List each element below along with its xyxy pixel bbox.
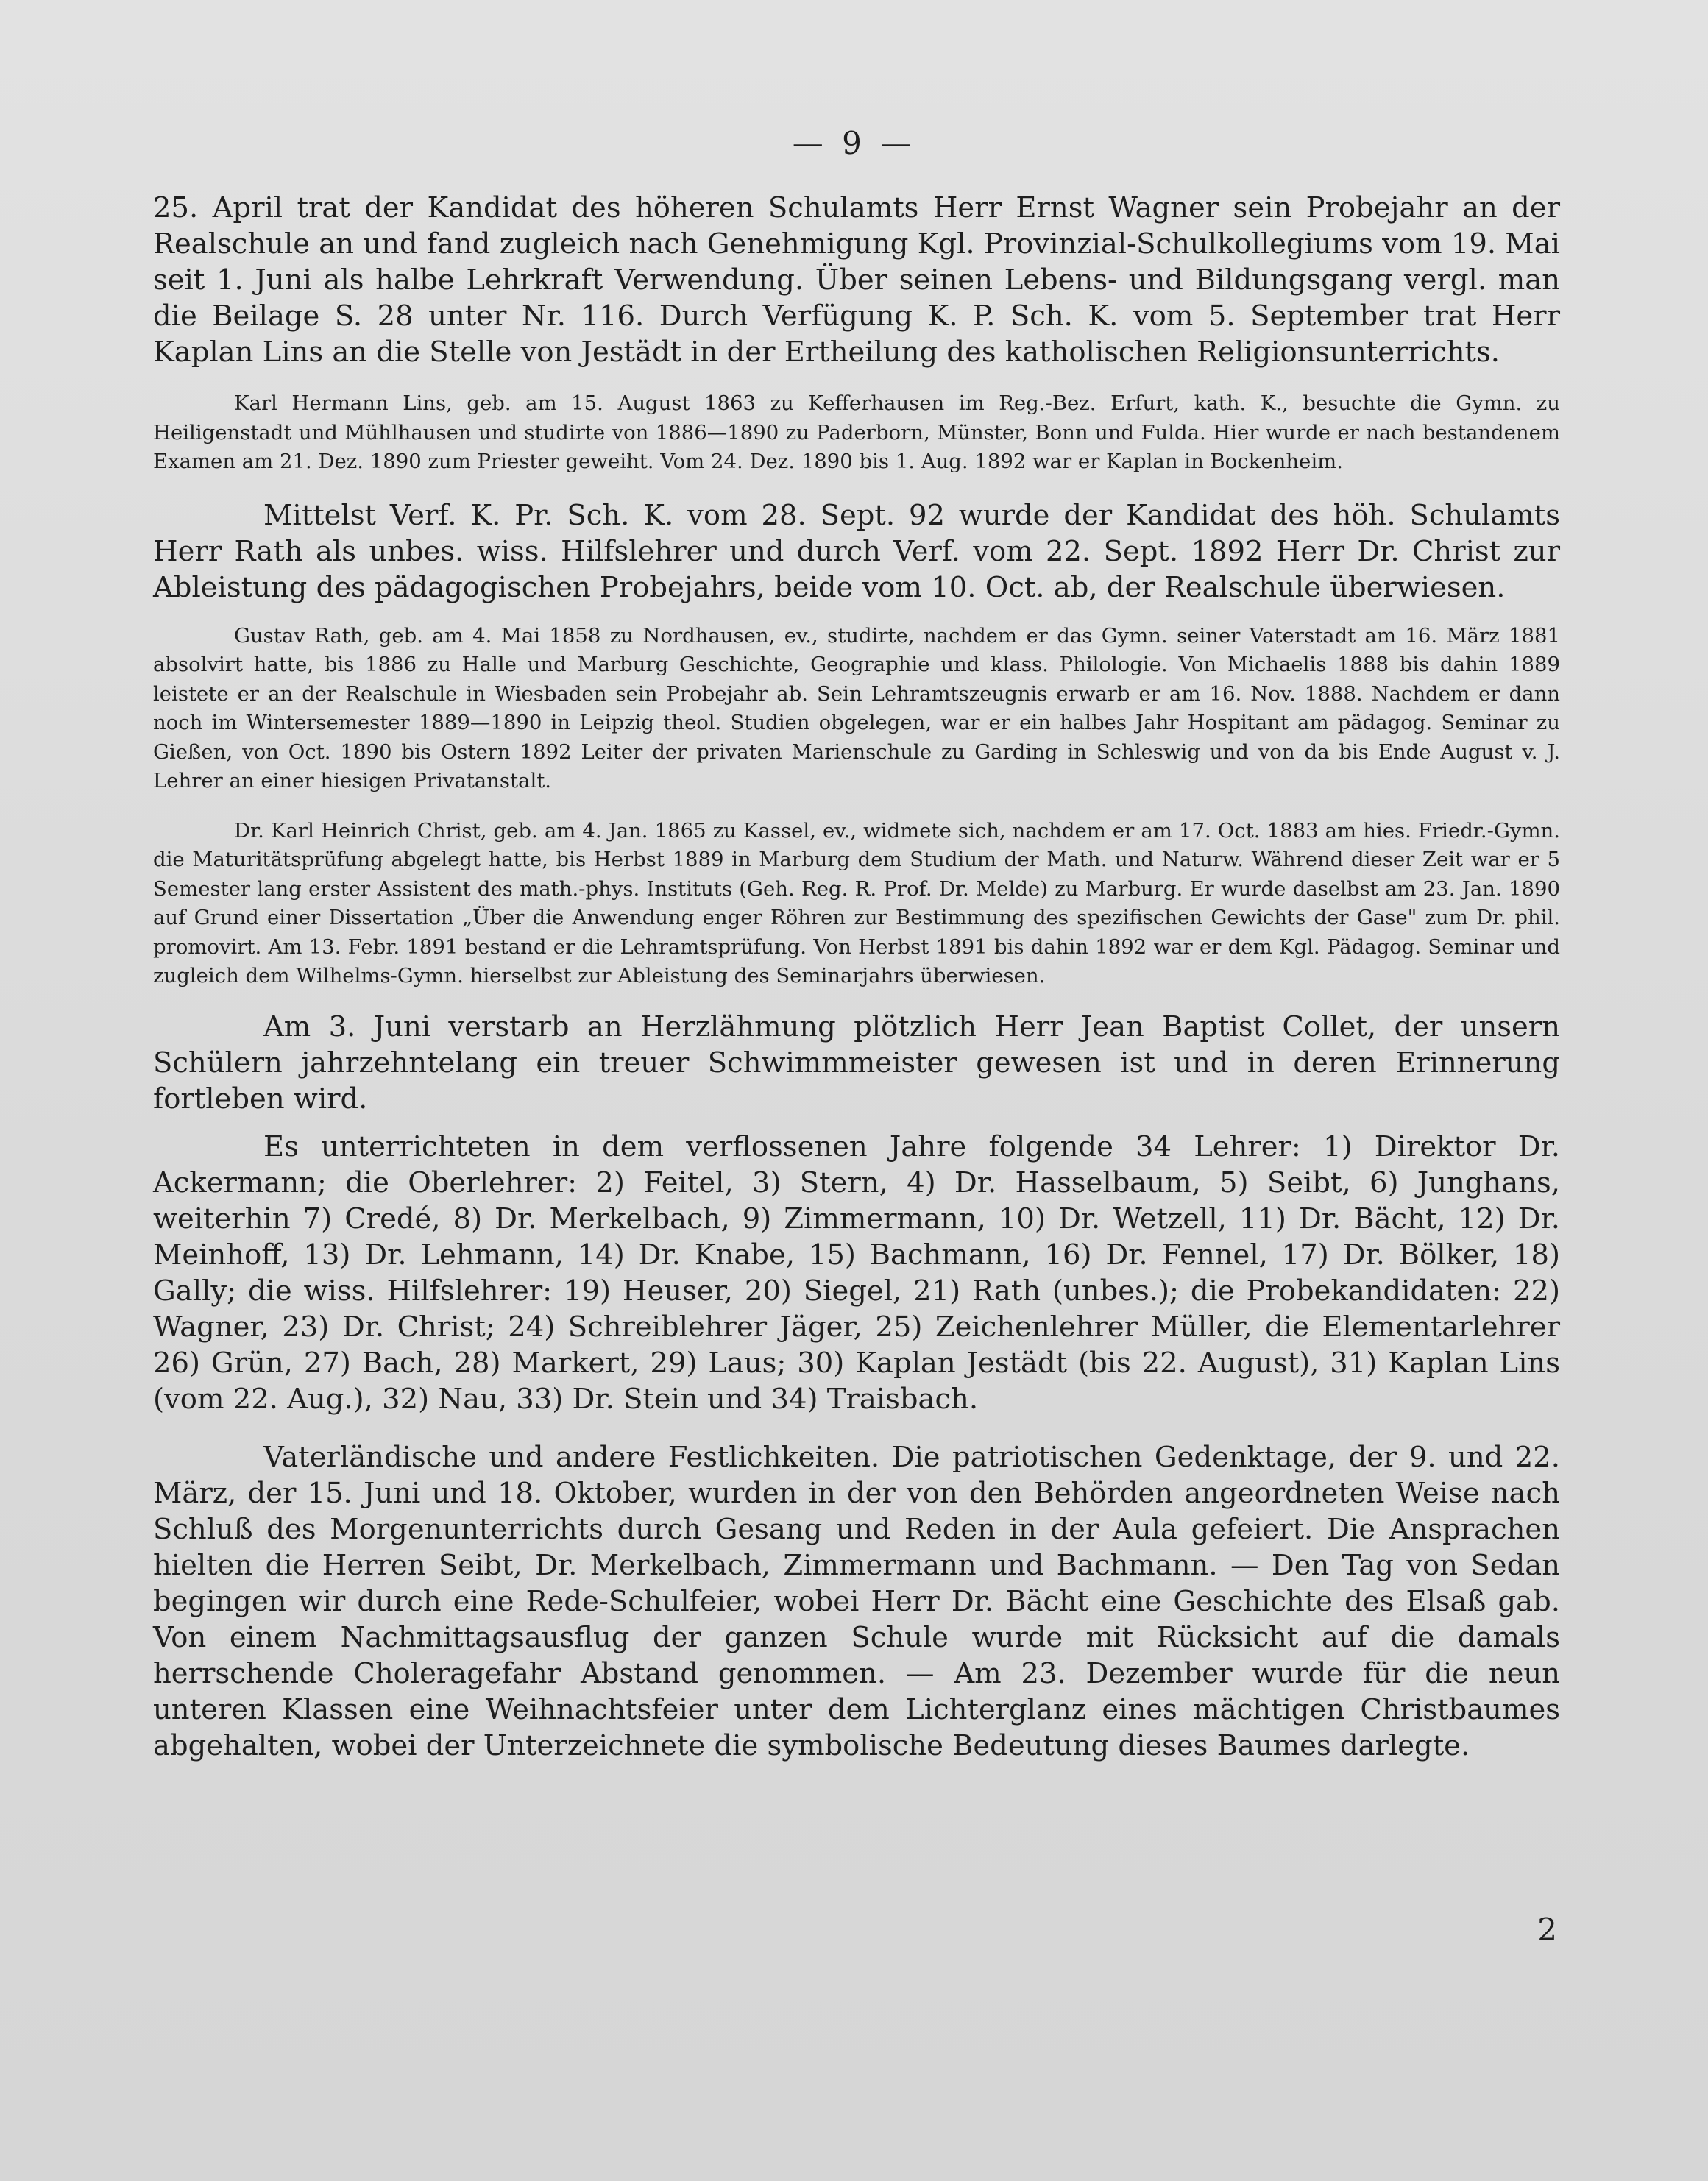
paragraph-collet: Am 3. Juni verstarb an Herzlähmung plötzlich Herr Jean Baptist Collet, der unsern Schülern jahrzehntelang ein treuer Schwimmmeister gewesen ist und in deren Erinnerung fortleben wird. [153, 1010, 1560, 1116]
note-christ-biography: Dr. Karl Heinrich Christ, geb. am 4. Jan. 1865 zu Kassel, ev., widmete sich, nachdem er am 17. Oct. 1883 am hies. Friedr.-Gymn. die Maturitätsprüfung abgelegt hatte, bis Herbst 1889 in Marburg dem Studium der Math. und Naturw. Während dieser Zeit war er 5 Semester lang erster Assistent des math.-phys. Instituts (Geh. Reg. R. Prof. Dr. Melde) zu Marburg. Er wurde daselbst am 23. Jan. 1890 auf Grund einer Dissertation „Über die Anwendung enger Röhren zur Bestimmung des spezifischen Gewichts der Gase" zum Dr. phil. promovirt. Am 13. Febr. 1891 bestand er die Lehramtsprüfung. Von Herbst 1891 bis dahin 1892 war er dem Kgl. Pädagog. Seminar und zugleich dem Wilhelms-Gymn. hierselbst zur Ableistung des Seminarjahrs überwiesen. [153, 818, 1560, 987]
paragraph-teacher-list: Es unterrichteten in dem verflossenen Jahre folgende 34 Lehrer: 1) Direktor Dr. Ackermann; die Oberlehrer: 2) Feitel, 3) Stern, 4) Dr. Hasselbaum, 5) Seibt, 6) Junghans, weiterhin 7) Credé, 8) Dr. Merkelbach, 9) Zimmermann, 10) Dr. Wetzell, 11) Dr. Bächt, 12) Dr. Meinhoff, 13) Dr. Lehmann, 14) Dr. Knabe, 15) Bachmann, 16) Dr. Fennel, 17) Dr. Bölker, 18) Gally; die wiss. Hilfslehrer: 19) Heuser, 20) Siegel, 21) Rath (unbes.); die Probekandidaten: 22) Wagner, 23) Dr. Christ; 24) Schreiblehrer Jäger, 25) Zeichenlehrer Müller, die Elementarlehrer 26) Grün, 27) Bach, 28) Markert, 29) Laus; 30) Kaplan Jestädt (bis 22. August), 31) Kaplan Lins (vom 22. Aug.), 32) Nau, 33) Dr. Stein und 34) Traisbach. [153, 1129, 1560, 1416]
paragraph-festivities: Vaterländische und andere Festlichkeiten. Die patriotischen Gedenktage, der 9. und 22. März, der 15. Juni und 18. Oktober, wurden in der von den Behörden angeordneten Weise nach Schluß des Morgenunterrichts durch Gesang und Reden in der Aula gefeiert. Die Ansprachen hielten die Herren Seibt, Dr. Merkelbach, Zimmermann und Bachmann. — Den Tag von Sedan begingen wir durch eine Rede-Schulfeier, wobei Herr Dr. Bächt eine Geschichte des Elsaß gab. Von einem Nachmittagsausflug der ganzen Schule wurde mit Rücksicht auf die damals herrschende Choleragefahr Abstand genommen. — Am 23. Dezember wurde für die neun unteren Klassen eine Weihnachtsfeier unter dem Lichterglanz eines mächtigen Christbaumes abgehalten, wobei der Unterzeichnete die symbolische Bedeutung dieses Baumes darlegte. [153, 1440, 1560, 1762]
page-number: — 9 — [792, 125, 916, 161]
paragraph-wagner-lins: 25. April trat der Kandidat des höheren Schulamts Herr Ernst Wagner sein Probejahr an der Realschule an und fand zugleich nach Genehmigung Kgl. Provinzial-Schulkollegiums vom 19. Mai seit 1. Juni als halbe Lehrkraft Verwendung. Über seinen Lebens- und Bildungsgang vergl. man die Beilage S. 28 unter Nr. 116. Durch Verfügung K. P. Sch. K. vom 5. September trat Herr Kaplan Lins an die Stelle von Jestädt in der Ertheilung des katholischen Religionsunterrichts. [153, 191, 1560, 369]
paragraph-rath-christ: Mittelst Verf. K. Pr. Sch. K. vom 28. Sept. 92 wurde der Kandidat des höh. Schulamts Herr Rath als unbes. wiss. Hilfslehrer und durch Verf. vom 22. Sept. 1892 Herr Dr. Christ zur Ableistung des pädagogischen Probejahrs, beide vom 10. Oct. ab, der Realschule überwiesen. [153, 498, 1560, 604]
page-body [153, 190, 1560, 1764]
note-rath-biography: Gustav Rath, geb. am 4. Mai 1858 zu Nordhausen, ev., studirte, nachdem er das Gymn. seiner Vaterstadt am 16. März 1881 absolvirt hatte, bis 1886 zu Halle und Marburg Geschichte, Geographie und klass. Philologie. Von Michaelis 1888 bis dahin 1889 leistete er an der Realschule in Wiesbaden sein Probejahr ab. Sein Lehramtszeugnis erwarb er am 16. Nov. 1888. Nachdem er dann noch im Wintersemester 1889—1890 in Leipzig theol. Studien obgelegen, war er ein halbes Jahr Hospitant am pädagog. Seminar zu Gießen, von Oct. 1890 bis Ostern 1892 Leiter der privaten Marienschule zu Garding in Schleswig und von da bis Ende August v. J. Lehrer an einer hiesigen Privatanstalt. [153, 623, 1560, 792]
note-lins-biography: Karl Hermann Lins, geb. am 15. August 1863 zu Kefferhausen im Reg.-Bez. Erfurt, kath. K., besuchte die Gymn. zu Heiligenstadt und Mühlhausen und studirte von 1886—1890 zu Paderborn, Münster, Bonn und Fulda. Hier wurde er nach bestandenem Examen am 21. Dez. 1890 zum Priester geweiht. Vom 24. Dez. 1890 bis 1. Aug. 1892 war er Kaplan in Bockenheim. [153, 391, 1560, 473]
sheet-signature-mark: 2 [1537, 1912, 1557, 1948]
